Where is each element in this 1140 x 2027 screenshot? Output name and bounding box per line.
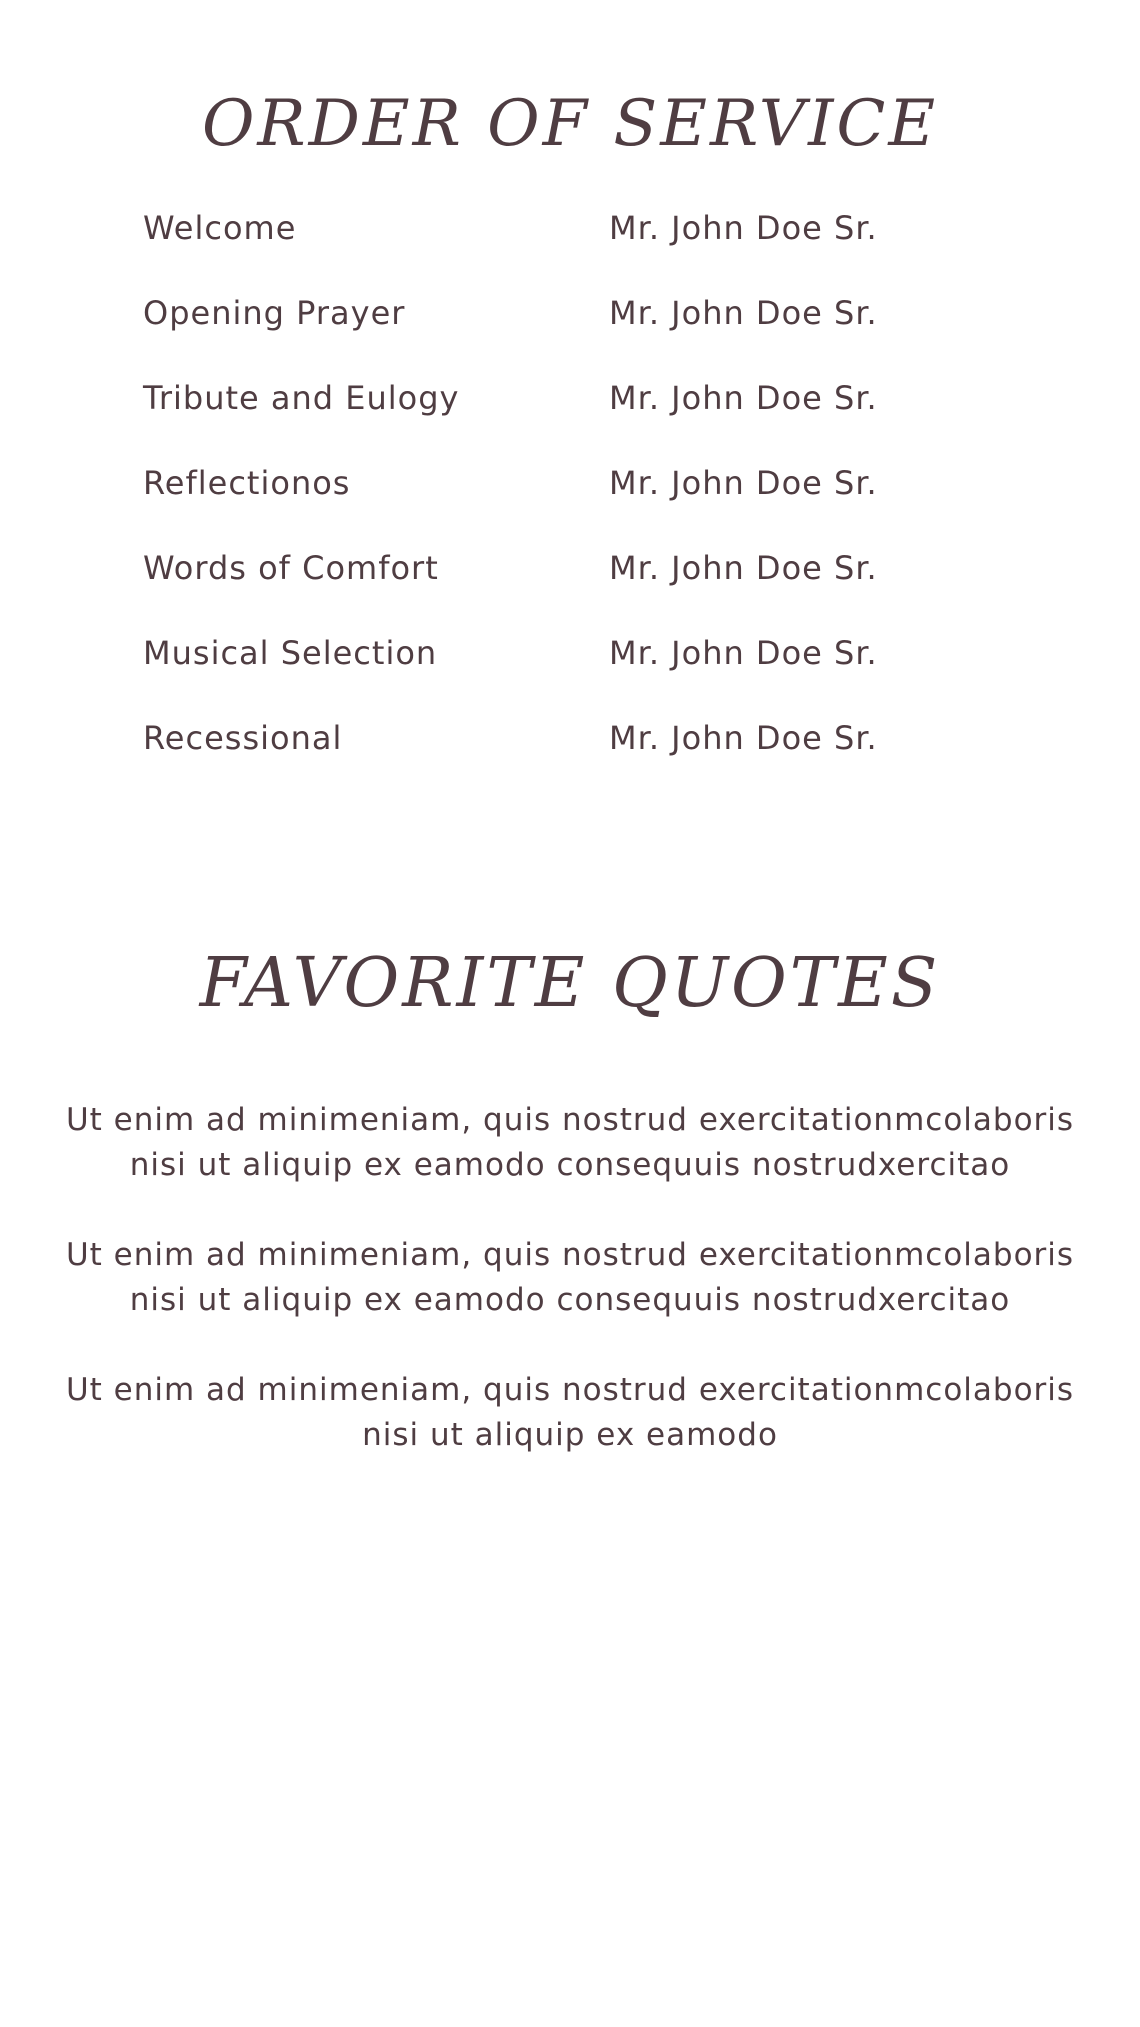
quote-line: nisi ut aliquip ex eamodo consequuis nostrudxercitao bbox=[129, 1282, 1011, 1318]
program-item-person: Mr. John Doe Sr. bbox=[609, 464, 878, 502]
quote-paragraph bbox=[20, 1368, 1120, 1458]
program-item-label: Reflectionos bbox=[143, 464, 351, 502]
quote-line: Ut enim ad minimeniam, quis nostrud exercitationmcolaboris bbox=[65, 1102, 1075, 1138]
program-item-label: Words of Comfort bbox=[143, 549, 439, 587]
program-row bbox=[143, 463, 1003, 548]
program-item-person: Mr. John Doe Sr. bbox=[609, 379, 878, 417]
quote-paragraph bbox=[20, 1098, 1120, 1188]
quote-line: Ut enim ad minimeniam, quis nostrud exercitationmcolaboris bbox=[65, 1237, 1075, 1273]
program-row bbox=[143, 378, 1003, 463]
program-item-person: Mr. John Doe Sr. bbox=[609, 719, 878, 757]
favorite-quotes-title: FAVORITE QUOTES bbox=[199, 944, 941, 1023]
program-row bbox=[143, 208, 1003, 293]
order-of-service-list bbox=[143, 208, 1003, 803]
program-item-person: Mr. John Doe Sr. bbox=[609, 634, 878, 672]
favorite-quotes-list bbox=[20, 1098, 1120, 1503]
program-item-person: Mr. John Doe Sr. bbox=[609, 294, 878, 332]
quote-line: nisi ut aliquip ex eamodo consequuis nostrudxercitao bbox=[129, 1147, 1011, 1183]
program-row bbox=[143, 718, 1003, 803]
order-of-service-title: ORDER OF SERVICE bbox=[201, 87, 939, 161]
program-item-label: Opening Prayer bbox=[143, 294, 406, 332]
program-item-label: Welcome bbox=[143, 209, 297, 247]
quote-line: nisi ut aliquip ex eamodo bbox=[362, 1417, 778, 1453]
program-item-label: Recessional bbox=[143, 719, 343, 757]
quote-line: Ut enim ad minimeniam, quis nostrud exercitationmcolaboris bbox=[65, 1372, 1075, 1408]
program-row bbox=[143, 548, 1003, 633]
quote-paragraph bbox=[20, 1233, 1120, 1323]
program-row bbox=[143, 293, 1003, 378]
program-row bbox=[143, 633, 1003, 718]
program-item-label: Tribute and Eulogy bbox=[143, 379, 460, 417]
program-item-label: Musical Selection bbox=[143, 634, 438, 672]
program-item-person: Mr. John Doe Sr. bbox=[609, 209, 878, 247]
program-item-person: Mr. John Doe Sr. bbox=[609, 549, 878, 587]
